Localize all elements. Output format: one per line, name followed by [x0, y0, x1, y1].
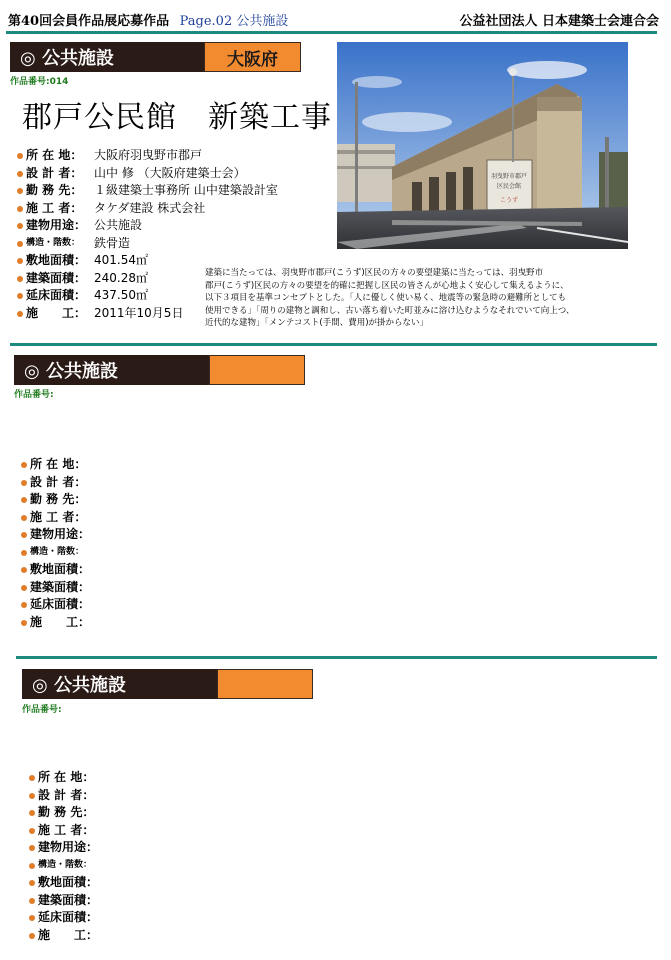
- entry-3-work-no: 作品番号:: [22, 705, 62, 715]
- field-label: 構造・階数：: [28, 857, 106, 875]
- field-row: [20, 509, 98, 527]
- field-label: 施 工 者：: [20, 509, 98, 527]
- entry-2-region: [209, 355, 305, 385]
- field-label: 勤 務 先：: [28, 804, 106, 822]
- photo-sign-line-3: こうず: [499, 197, 519, 204]
- description-line: 郡戸(こうず)区民の方々の要望を的確に把握し区民の皆さんが心地よく安心して集えるように、: [205, 280, 569, 291]
- field-label: 所 在 地：: [20, 456, 98, 474]
- field-label: 延床面積：: [28, 909, 106, 927]
- field-label: 設 計 者：: [16, 165, 94, 183]
- photo-sign-line-2: 区民会館: [496, 183, 522, 190]
- field-row: [28, 909, 106, 927]
- entry-2-work-no: 作品番号:: [14, 390, 54, 400]
- field-label: 設 計 者：: [20, 474, 98, 492]
- header-rule: [6, 31, 657, 34]
- entry-3-category: ◎ 公共施設: [22, 669, 217, 699]
- field-row: [16, 182, 278, 200]
- field-value: 山中 修 （大阪府建築士会）: [94, 165, 246, 180]
- field-row: [16, 217, 278, 235]
- field-label: 施 工：: [28, 927, 106, 945]
- entry-1-title: 郡戸公民館 新築工事: [22, 100, 332, 135]
- entry-2-category: ◎ 公共施設: [14, 355, 209, 385]
- field-value: 鉄骨造: [94, 235, 131, 250]
- field-row: [20, 596, 98, 614]
- field-value: 公共施設: [94, 218, 143, 232]
- field-row: [20, 614, 98, 632]
- field-row: [20, 526, 98, 544]
- field-row: [28, 769, 106, 787]
- header-left: [8, 10, 288, 29]
- field-row: [16, 165, 278, 183]
- entry-1-work-no: 作品番号:014: [10, 77, 69, 87]
- field-row: [20, 456, 98, 474]
- entry-3-region: [217, 669, 313, 699]
- field-label: 建築面積：: [16, 270, 94, 288]
- organization-name: 公益社団法人 日本建築士会連合会: [459, 14, 659, 29]
- field-label: 建物用途：: [16, 217, 94, 235]
- field-label: 所 在 地：: [28, 769, 106, 787]
- field-value: タケダ建設 株式会社: [94, 200, 206, 215]
- field-label: 施 工：: [20, 614, 98, 632]
- description-line: 建築に当たっては、羽曳野市郡戸(こうず)区民の方々の要望建築に当たっては、羽曳野市: [205, 268, 544, 278]
- field-label: 建築面積：: [28, 892, 106, 910]
- field-value: １級建築士事務所 山中建築設計室: [94, 183, 278, 197]
- entry-3-fields: [28, 769, 106, 944]
- field-label: 施 工 者：: [16, 200, 94, 218]
- exhibition-title: 第40回会員作品展応募作品: [8, 14, 170, 29]
- field-label: 施 工：: [16, 305, 94, 323]
- field-row: [28, 804, 106, 822]
- entry-1-category-band: [10, 42, 301, 72]
- field-label: 設 計 者：: [28, 787, 106, 805]
- field-label: 延床面積：: [20, 596, 98, 614]
- field-label: 構造・階数：: [20, 544, 98, 562]
- field-row: [28, 892, 106, 910]
- field-row: [20, 544, 98, 562]
- field-row: [16, 235, 278, 253]
- entry-1-category: ◎ 公共施設: [10, 42, 204, 72]
- field-row: [28, 787, 106, 805]
- page-label: Page.02 公共施設: [179, 14, 289, 29]
- field-row: [28, 874, 106, 892]
- field-row: [16, 147, 278, 165]
- building-photo: [337, 42, 628, 249]
- field-label: 延床面積：: [16, 287, 94, 305]
- field-label: 勤 務 先：: [16, 182, 94, 200]
- field-row: [28, 822, 106, 840]
- field-value: 437.50㎡: [94, 288, 148, 302]
- field-label: 建築面積：: [20, 579, 98, 597]
- field-label: 建物用途：: [28, 839, 106, 857]
- description-line: 近代的な建物」「メンテコスト(手間、費用)が掛からない」: [205, 318, 429, 328]
- field-row: [28, 927, 106, 945]
- field-label: 敷地面積：: [20, 561, 98, 579]
- field-label: 建物用途：: [20, 526, 98, 544]
- entry-2-category-band: [14, 355, 305, 385]
- field-label: 敷地面積：: [16, 252, 94, 270]
- entry-3-category-band: [22, 669, 313, 699]
- field-row: [16, 200, 278, 218]
- field-label: 施 工 者：: [28, 822, 106, 840]
- photo-sign-line-1: 羽曳野市郡戸: [490, 173, 528, 180]
- entry-1-divider: [10, 343, 657, 346]
- entry-1-region: 大阪府: [204, 42, 301, 72]
- field-label: 所 在 地：: [16, 147, 94, 165]
- field-value: 401.54㎡: [94, 253, 148, 267]
- field-value: 大阪府羽曳野市郡戸: [94, 148, 203, 162]
- field-row: [20, 474, 98, 492]
- building-photo-illustration: [337, 42, 628, 249]
- field-row: [28, 857, 106, 875]
- field-label: 敷地面積：: [28, 874, 106, 892]
- field-label: 構造・階数：: [16, 235, 94, 253]
- field-value: 240.28㎡: [94, 270, 148, 285]
- entry-1-description: [205, 267, 645, 330]
- field-row: [20, 579, 98, 597]
- description-line: 使用できる｣「周りの建物と調和し、古い落ち着いた町並みに溶け込むようなそれでいて向上つ、: [205, 305, 575, 316]
- entry-2-divider: [16, 656, 657, 659]
- description-line: 以下３項目を基準コンセプトとした。｢人に優しく使い易く、地震等の緊急時の避難所としても: [205, 293, 567, 303]
- entry-2-fields: [20, 456, 98, 631]
- field-row: [20, 491, 98, 509]
- field-row: [28, 839, 106, 857]
- field-label: 勤 務 先：: [20, 491, 98, 509]
- field-row: [20, 561, 98, 579]
- field-value: 2011年10月5日: [94, 305, 184, 320]
